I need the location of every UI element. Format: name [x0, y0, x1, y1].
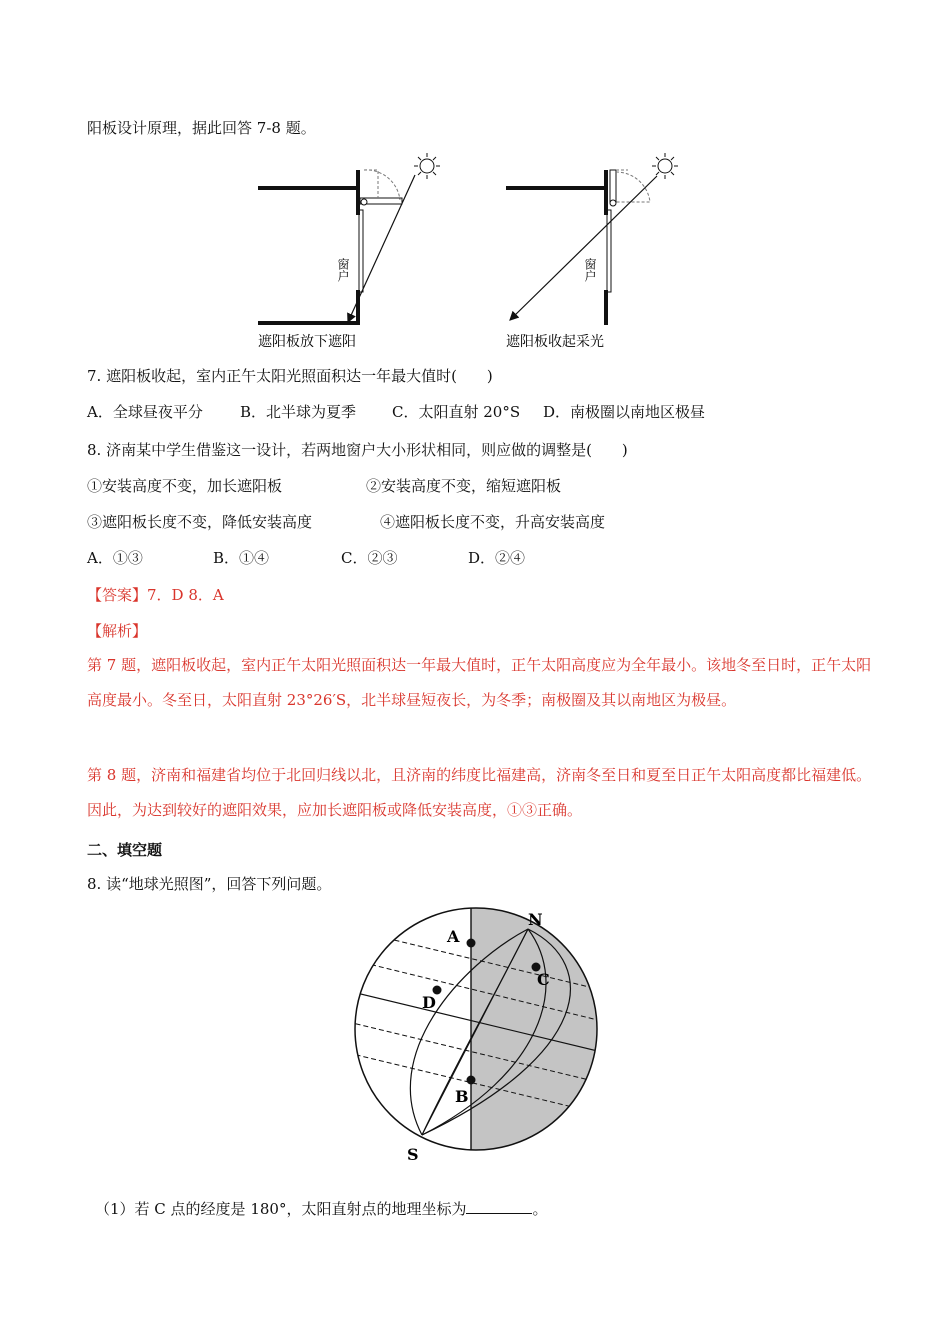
- sub-question-1-text: （1）若 C 点的经度是 180°，太阳直射点的地理坐标为: [95, 1200, 467, 1218]
- sun-icon: [414, 153, 440, 179]
- q7-option-c: C．太阳直射 20°S: [392, 403, 521, 421]
- q8-option-b: B．①④: [213, 549, 270, 567]
- intro-line: 阳板设计原理，据此回答 7-8 题。: [87, 119, 316, 137]
- q7-option-b: B．北半球为夏季: [240, 403, 357, 421]
- q8-option-a: A．①③: [87, 549, 143, 567]
- q8-option-c: C．②③: [341, 549, 398, 567]
- analysis-q7: 第 7 题，遮阳板收起，室内正午太阳光照面积达一年最大值时，正午太阳高度应为全年最小。该地冬至日时，正午太阳高度最小。冬至日，太阳直射 23°26′S，北半球昼短夜长，为冬季；南极圈及其以南地区为极昼。: [87, 656, 872, 709]
- label-n: N: [528, 910, 543, 929]
- analysis-heading: 【解析】: [87, 622, 148, 640]
- q8-item-3: ③遮阳板长度不变，降低安装高度: [87, 513, 313, 531]
- q8-item-4: ④遮阳板长度不变，升高安装高度: [380, 513, 606, 531]
- point-b: [467, 1076, 476, 1085]
- analysis-q8: 第 8 题，济南和福建省均位于北回归线以北，且济南的纬度比福建高，济南冬至日和夏至日正午太阳高度都比福建低。因此，为达到较好的遮阳效果，应加长遮阳板或降低安装高度，①③正确。: [87, 766, 872, 819]
- window-label-right: 窗户: [583, 258, 597, 282]
- q7-option-a: A．全球昼夜平分: [87, 403, 203, 421]
- sub-question-1-end: 。: [532, 1200, 548, 1218]
- label-d: D: [422, 993, 436, 1012]
- sub-question-1: [95, 1199, 547, 1219]
- earth-illumination-figure: [340, 905, 610, 1170]
- section-heading: 二、填空题: [87, 841, 163, 859]
- q7-stem: 7. 遮阳板收起，室内正午太阳光照面积达一年最大值时( ): [87, 367, 493, 385]
- sunshade-figure: [240, 140, 720, 355]
- window-label-left: 窗户: [336, 258, 350, 282]
- q7-option-d: D．南极圈以南地区极昼: [543, 403, 706, 421]
- label-s: S: [407, 1145, 419, 1164]
- caption-shade-up: 遮阳板收起采光: [506, 334, 604, 350]
- q8-item-1: ①安装高度不变，加长遮阳板: [87, 477, 283, 495]
- q8-stem: 8. 济南某中学生借鉴这一设计，若两地窗户大小形状相同，则应做的调整是( ): [87, 441, 628, 459]
- label-b: B: [455, 1087, 469, 1106]
- caption-shade-down: 遮阳板放下遮阳: [258, 334, 356, 350]
- sun-icon: [652, 153, 678, 179]
- diagram-shade-down: [258, 153, 440, 325]
- answer-blank[interactable]: [466, 1199, 532, 1214]
- label-c: C: [537, 970, 550, 989]
- diagram-shade-up: [506, 153, 678, 325]
- label-a: A: [447, 927, 460, 946]
- q8-option-d: D．②④: [468, 549, 526, 567]
- answer-line: 【答案】7．D 8．A: [87, 586, 224, 604]
- q8-item-2: ②安装高度不变，缩短遮阳板: [366, 477, 562, 495]
- point-a: [467, 939, 476, 948]
- q8b-stem: 8. 读“地球光照图”，回答下列问题。: [87, 875, 332, 893]
